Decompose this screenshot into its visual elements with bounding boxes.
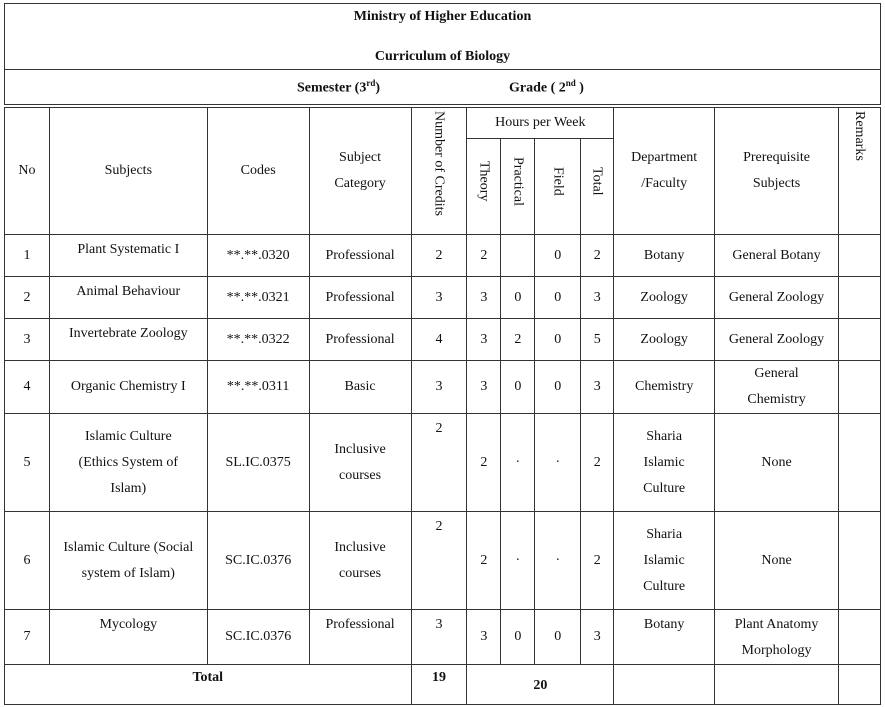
total-hours: 20	[467, 665, 614, 705]
header-row	[5, 108, 881, 139]
row-prerequisite: None	[715, 512, 839, 610]
row-practical: 0	[501, 277, 535, 319]
row-code: **.**.0311	[207, 361, 309, 414]
row-subject: Mycology	[49, 610, 207, 665]
col-header-codes: Codes	[207, 108, 309, 235]
row-department: Sharia Islamic Culture	[614, 512, 715, 610]
row-no: 2	[5, 277, 50, 319]
row-code: SC.IC.0376	[207, 512, 309, 610]
table-row	[5, 414, 881, 512]
row-prerequisite: General Chemistry	[715, 361, 839, 414]
row-remarks	[838, 361, 880, 414]
row-prerequisite: Plant Anatomy Morphology	[715, 610, 839, 665]
row-credits: 3	[411, 277, 467, 319]
row-credits: 2	[411, 414, 467, 512]
row-code: **.**.0320	[207, 235, 309, 277]
row-remarks	[838, 235, 880, 277]
row-category: Inclusive courses	[309, 512, 411, 610]
total-prerequisite-empty	[715, 665, 839, 705]
col-header-credits: Number of Credits	[411, 108, 467, 235]
col-header-field: Field	[535, 139, 581, 235]
row-category: Inclusive courses	[309, 414, 411, 512]
row-practical: 2	[501, 319, 535, 361]
row-remarks	[838, 610, 880, 665]
col-header-department: Department /Faculty	[614, 108, 715, 235]
row-code: SL.IC.0375	[207, 414, 309, 512]
total-remarks-empty	[838, 665, 880, 705]
total-label: Total	[5, 665, 412, 705]
row-prerequisite: General Zoology	[715, 277, 839, 319]
row-field: ·	[535, 414, 581, 512]
row-remarks	[838, 277, 880, 319]
row-field: 0	[535, 610, 581, 665]
row-prerequisite: None	[715, 414, 839, 512]
row-department: Zoology	[614, 319, 715, 361]
title-block	[4, 3, 881, 70]
row-remarks	[838, 319, 880, 361]
col-header-practical: Practical	[501, 139, 535, 235]
row-category: Professional	[309, 610, 411, 665]
row-field: 0	[535, 235, 581, 277]
row-department: Sharia Islamic Culture	[614, 414, 715, 512]
curriculum-page	[4, 3, 881, 693]
row-total: 2	[581, 235, 614, 277]
row-remarks	[838, 414, 880, 512]
row-credits: 4	[411, 319, 467, 361]
row-total: 2	[581, 512, 614, 610]
row-subject: Organic Chemistry I	[49, 361, 207, 414]
row-subject: Animal Behaviour	[49, 277, 207, 319]
row-credits: 2	[411, 512, 467, 610]
row-theory: 3	[467, 610, 501, 665]
row-subject: Islamic Culture (Social system of Islam)	[49, 512, 207, 610]
row-department: Chemistry	[614, 361, 715, 414]
row-no: 7	[5, 610, 50, 665]
row-no: 5	[5, 414, 50, 512]
row-practical: ·	[501, 512, 535, 610]
row-category: Professional	[309, 235, 411, 277]
semester-label: Semester (3rd)	[297, 78, 380, 96]
semester-grade-bar	[4, 70, 881, 105]
row-prerequisite: General Botany	[715, 235, 839, 277]
row-category: Professional	[309, 277, 411, 319]
ministry-title: Ministry of Higher Education	[353, 9, 532, 24]
col-header-remarks: Remarks	[838, 108, 880, 235]
row-no: 4	[5, 361, 50, 414]
row-field: 0	[535, 277, 581, 319]
total-row	[5, 665, 881, 705]
total-credits: 19	[411, 665, 467, 705]
row-credits: 3	[411, 610, 467, 665]
row-credits: 2	[411, 235, 467, 277]
table-row	[5, 319, 881, 361]
col-header-category: Subject Category	[309, 108, 411, 235]
row-total: 2	[581, 414, 614, 512]
curriculum-table	[4, 107, 881, 705]
table-row	[5, 277, 881, 319]
row-department: Zoology	[614, 277, 715, 319]
table-row	[5, 610, 881, 665]
row-theory: 3	[467, 319, 501, 361]
row-code: SC.IC.0376	[207, 610, 309, 665]
row-department: Botany	[614, 235, 715, 277]
row-theory: 2	[467, 414, 501, 512]
row-field: 0	[535, 319, 581, 361]
row-practical	[501, 235, 535, 277]
row-department: Botany	[614, 610, 715, 665]
row-theory: 2	[467, 512, 501, 610]
table-row	[5, 361, 881, 414]
row-field: ·	[535, 512, 581, 610]
table-row	[5, 512, 881, 610]
row-no: 1	[5, 235, 50, 277]
col-header-no: No	[5, 108, 50, 235]
row-total: 3	[581, 277, 614, 319]
row-subject: Plant Systematic I	[49, 235, 207, 277]
curriculum-title: Curriculum of Biology	[374, 49, 511, 64]
grade-label: Grade ( 2nd )	[509, 78, 584, 96]
col-header-hours-per-week: Hours per Week	[467, 108, 614, 139]
col-header-prerequisite: Prerequisite Subjects	[715, 108, 839, 235]
col-header-total: Total	[581, 139, 614, 235]
row-total: 5	[581, 319, 614, 361]
row-practical: ·	[501, 414, 535, 512]
row-theory: 2	[467, 235, 501, 277]
col-header-subjects: Subjects	[49, 108, 207, 235]
row-theory: 3	[467, 277, 501, 319]
row-total: 3	[581, 361, 614, 414]
row-category: Professional	[309, 319, 411, 361]
col-header-theory: Theory	[467, 139, 501, 235]
row-prerequisite: General Zoology	[715, 319, 839, 361]
row-category: Basic	[309, 361, 411, 414]
row-practical: 0	[501, 361, 535, 414]
row-field: 0	[535, 361, 581, 414]
table-row	[5, 235, 881, 277]
row-no: 3	[5, 319, 50, 361]
total-department-empty	[614, 665, 715, 705]
row-credits: 3	[411, 361, 467, 414]
row-practical: 0	[501, 610, 535, 665]
row-total: 3	[581, 610, 614, 665]
row-subject: Invertebrate Zoology	[49, 319, 207, 361]
row-no: 6	[5, 512, 50, 610]
row-remarks	[838, 512, 880, 610]
row-subject: Islamic Culture (Ethics System of Islam)	[49, 414, 207, 512]
row-theory: 3	[467, 361, 501, 414]
row-code: **.**.0321	[207, 277, 309, 319]
row-code: **.**.0322	[207, 319, 309, 361]
